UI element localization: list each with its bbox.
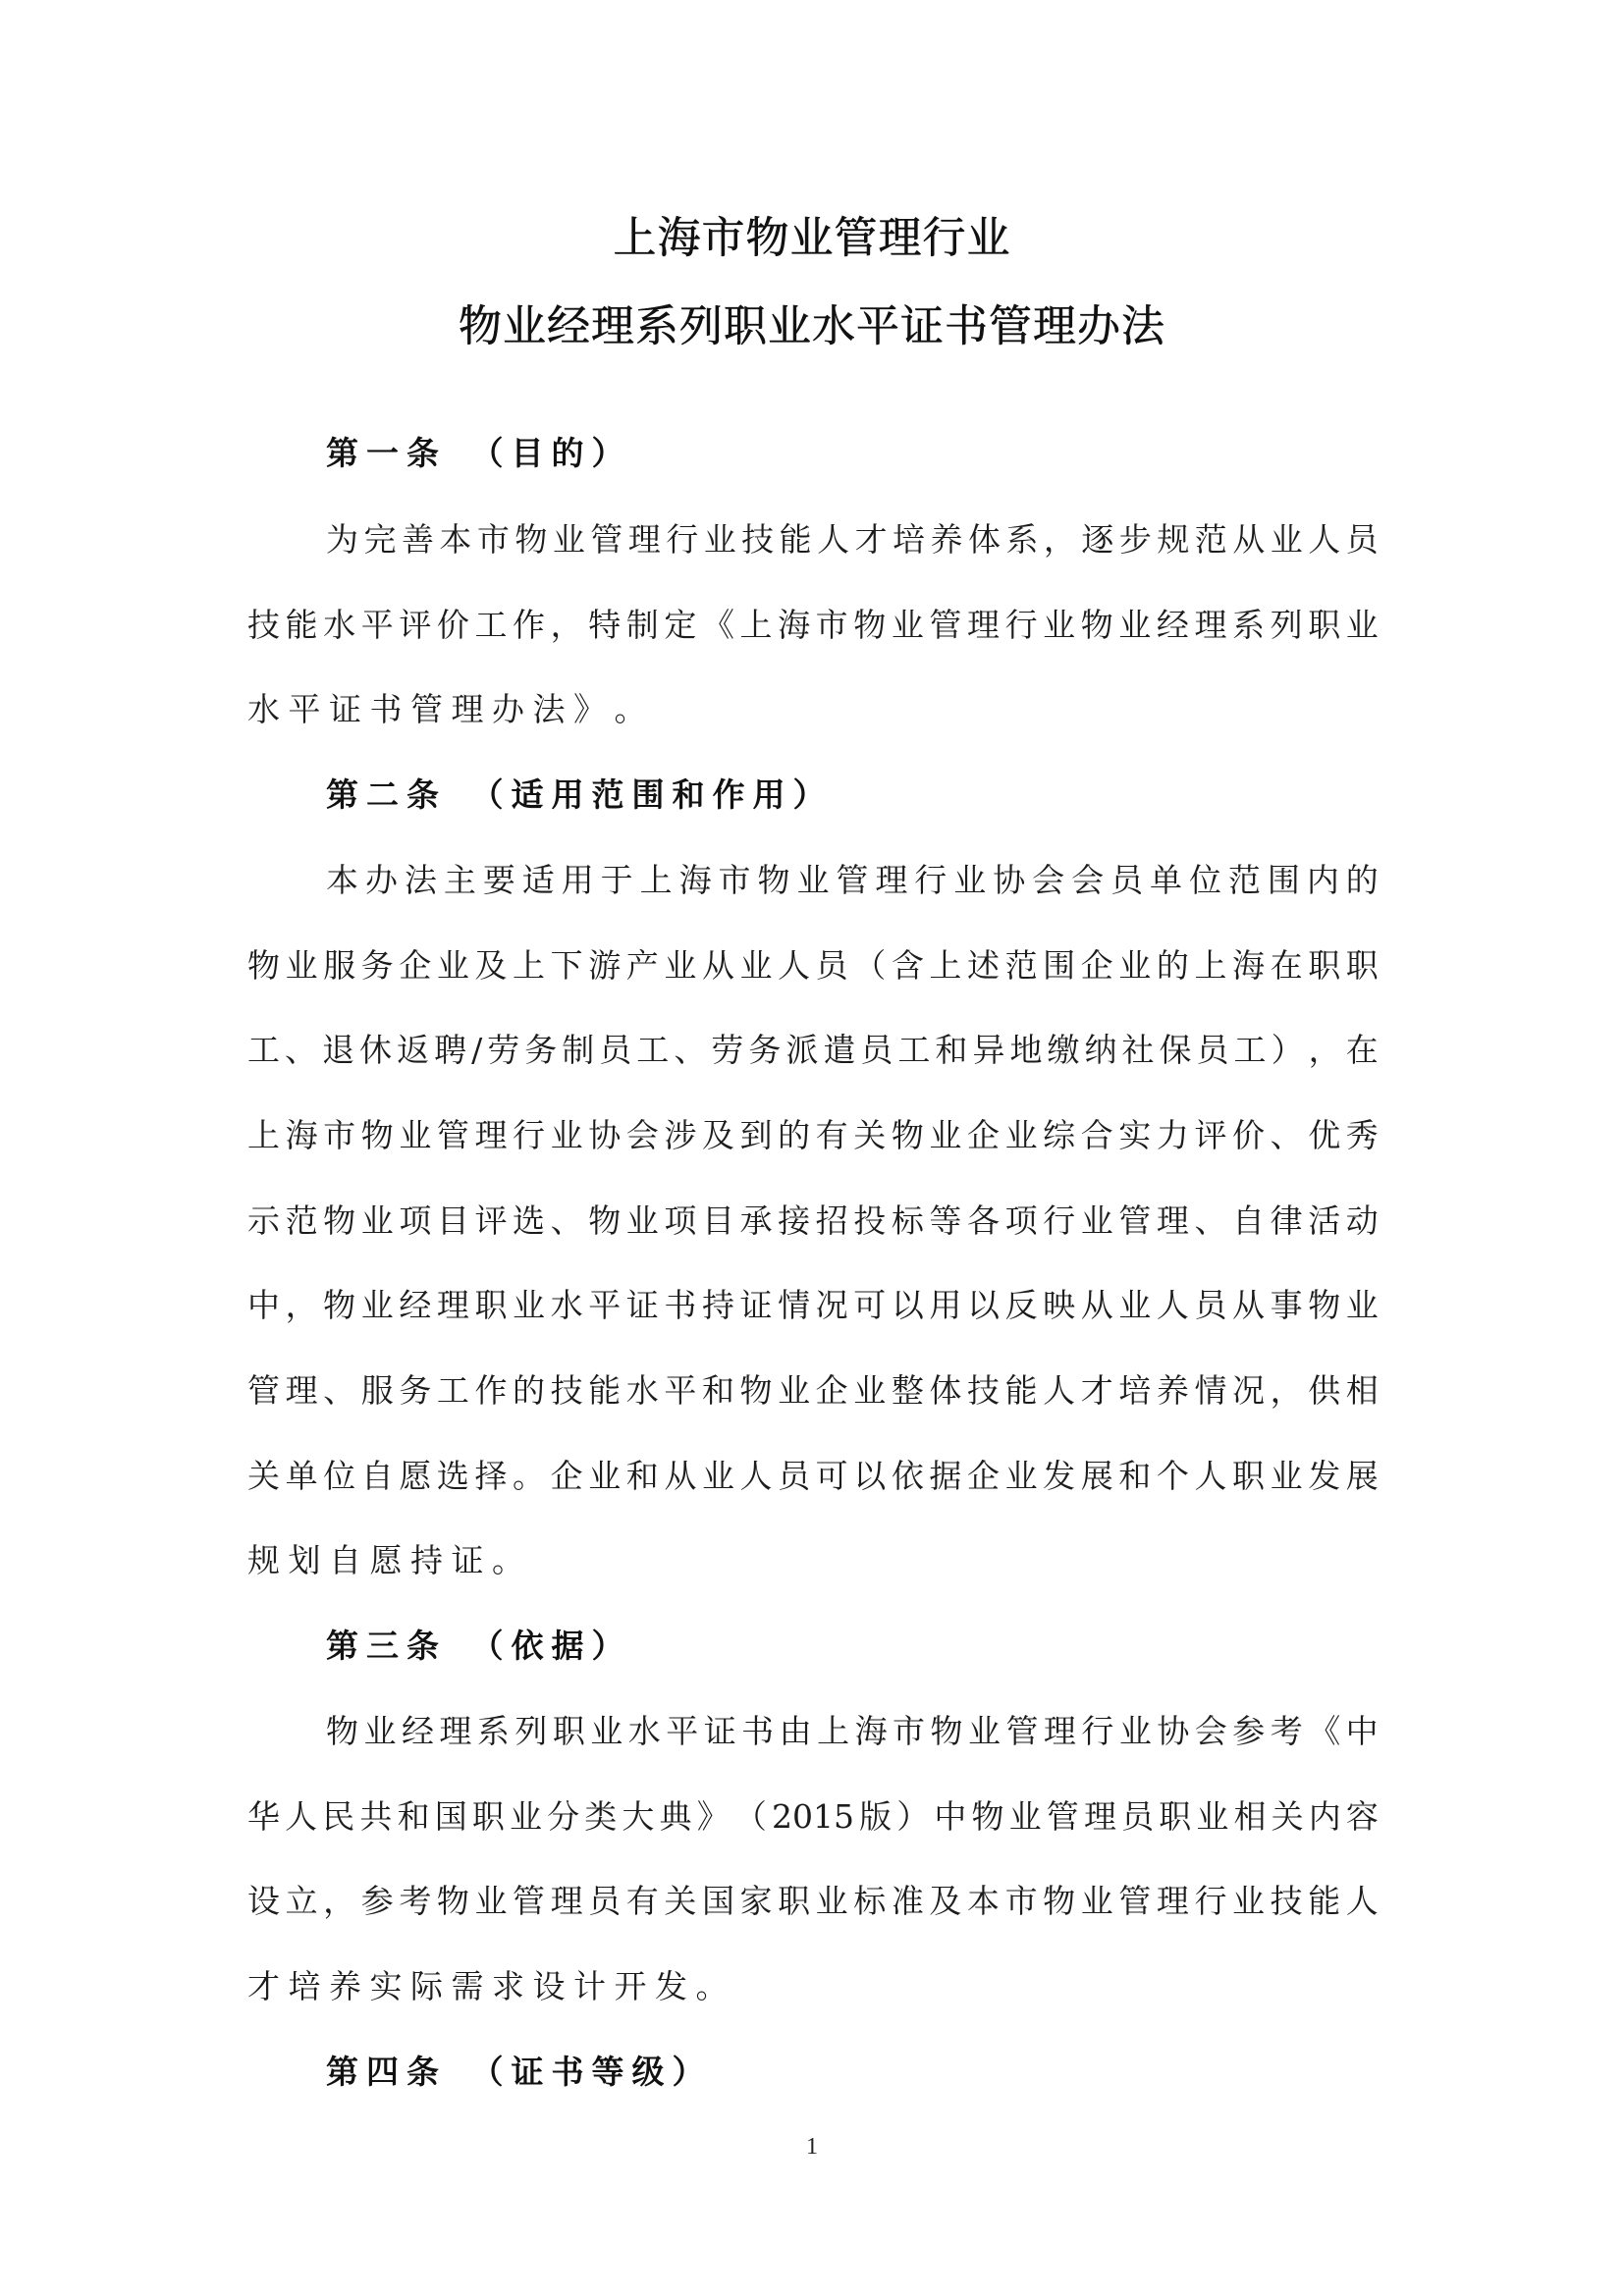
article-heading: 第二条 （适用范围和作用） — [326, 775, 834, 815]
document-title-line-2: 物业经理系列职业水平证书管理办法 — [459, 301, 1165, 351]
paragraph-line: 关 单 位 自 愿 选 择 。 企 业 和 从 业 人 员 可 以 依 据 企 业 发 展 和 个 人 职 业 发 展 — [247, 1456, 1379, 1495]
paragraph-line: 设 立 ， 参 考 物 业 管 理 员 有 关 国 家 职 业 标 准 及 本 市 物 业 管 理 行 业 技 能 人 — [247, 1882, 1379, 1921]
paragraph-line: 规 划 自 愿 持 证 。 — [247, 1541, 524, 1580]
paragraph-line: 工 、 退 休 返 聘 / 劳 务 制 员 工 、 劳 务 派 遣 员 工 和 异 地 缴 纳 社 保 员 工 ） ， 在 — [247, 1031, 1379, 1070]
article-heading: 第三条 （依据） — [326, 1627, 632, 1666]
article-heading: 第一条 （目的） — [326, 434, 632, 472]
paragraph-line: 中 ， 物 业 经 理 职 业 水 平 证 书 持 证 情 况 可 以 用 以 反 映 从 业 人 员 从 事 物 业 — [247, 1286, 1379, 1325]
paragraph-line: 上 海 市 物 业 管 理 行 业 协 会 涉 及 到 的 有 关 物 业 企 业 综 合 实 力 评 价 、 优 秀 — [247, 1115, 1379, 1154]
document-title-line-1: 上海市物业管理行业 — [613, 213, 1011, 263]
paragraph-line: 华 人 民 共 和 国 职 业 分 类 大 典 》 （ 2015 版 ） 中 物 业 管 理 员 职 业 相 关 内 容 — [247, 1796, 1379, 1836]
paragraph-line: 水 平 证 书 管 理 办 法 》 。 — [247, 690, 647, 729]
paragraph-line: 为 完 善 本 市 物 业 管 理 行 业 技 能 人 才 培 养 体 系 ， 逐 步 规 范 从 业 人 员 — [326, 520, 1379, 559]
paragraph-line: 示 范 物 业 项 目 评 选 、 物 业 项 目 承 接 招 投 标 等 各 项 行 业 管 理 、 自 律 活 动 — [247, 1201, 1379, 1240]
paragraph-line: 才 培 养 实 际 需 求 设 计 开 发 。 — [247, 1966, 729, 2005]
paragraph-line: 物 业 服 务 企 业 及 上 下 游 产 业 从 业 人 员 （ 含 上 述 范 围 企 业 的 上 海 在 职 职 — [247, 945, 1379, 985]
paragraph-line: 本 办 法 主 要 适 用 于 上 海 市 物 业 管 理 行 业 协 会 会 员 单 位 范 围 内 的 — [326, 860, 1379, 899]
page-number: 1 — [806, 2134, 818, 2160]
paragraph-line: 技 能 水 平 评 价 工 作 ， 特 制 定 《 上 海 市 物 业 管 理 行 业 物 业 经 理 系 列 职 业 — [247, 605, 1379, 644]
paragraph-line: 管 理 、 服 务 工 作 的 技 能 水 平 和 物 业 企 业 整 体 技 能 人 才 培 养 情 况 ， 供 相 — [247, 1371, 1379, 1410]
article-heading: 第四条 （证书等级） — [326, 2052, 713, 2091]
paragraph-line: 物 业 经 理 系 列 职 业 水 平 证 书 由 上 海 市 物 业 管 理 行 业 协 会 参 考 《 中 — [326, 1711, 1379, 1750]
